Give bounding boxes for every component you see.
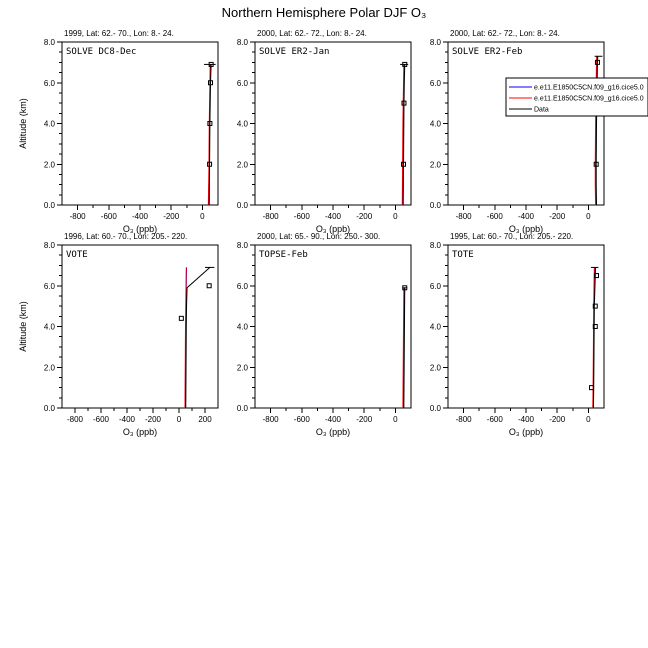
y-tick-label: 8.0 xyxy=(236,241,248,250)
y-tick-label: 6.0 xyxy=(43,281,55,291)
x-tick-label: -200 xyxy=(356,212,373,221)
x-axis-label: O₃ (ppb) xyxy=(315,224,351,234)
y-tick-label: 2.0 xyxy=(236,160,248,170)
x-tick-label: -600 xyxy=(92,415,110,424)
panel-label: SOLVE ER2-Jan xyxy=(259,47,330,57)
panel-label: TOTE xyxy=(452,250,474,260)
x-tick-label: -400 xyxy=(118,415,136,424)
y-tick-label: 6.0 xyxy=(43,78,55,88)
x-tick-label: -200 xyxy=(163,212,180,221)
panel-title: 2000, Lat: 62.- 72., Lon: 8.- 24. xyxy=(257,29,367,38)
y-tick-label: 0.0 xyxy=(236,201,248,210)
x-tick-label: -200 xyxy=(549,212,566,221)
axes-frame xyxy=(255,42,411,205)
y-tick-label: 0.0 xyxy=(236,404,248,413)
panel-6 xyxy=(430,232,604,437)
panel-title: 1996, Lat: 60.- 70., Lon: 205.- 220. xyxy=(64,232,188,241)
y-tick-label: 2.0 xyxy=(236,363,248,373)
x-tick-label: -200 xyxy=(356,415,373,424)
y-tick-label: 0.0 xyxy=(43,201,55,210)
x-tick-label: 0 xyxy=(586,415,591,424)
y-tick-label: 4.0 xyxy=(429,322,441,332)
y-tick-label: 6.0 xyxy=(429,78,441,88)
panel-1 xyxy=(18,29,218,234)
x-tick-label: -400 xyxy=(517,415,535,424)
x-axis-label: O₃ (ppb) xyxy=(508,224,544,234)
y-axis-label: Altitude (km) xyxy=(18,98,28,149)
y-tick-label: 6.0 xyxy=(236,78,248,88)
y-tick-label: 6.0 xyxy=(429,281,441,291)
y-tick-label: 8.0 xyxy=(429,241,441,250)
y-tick-label: 4.0 xyxy=(43,322,55,332)
x-axis-label: O₃ (ppb) xyxy=(122,427,158,437)
x-tick-label: -400 xyxy=(324,212,342,221)
y-tick-label: 0.0 xyxy=(429,404,441,413)
y-tick-label: 8.0 xyxy=(43,241,55,250)
panel-label: SOLVE ER2-Feb xyxy=(452,47,523,57)
x-axis-label: O₃ (ppb) xyxy=(122,224,158,234)
y-tick-label: 4.0 xyxy=(236,119,248,129)
panel-title: 2000, Lat: 62.- 72., Lon: 8.- 24. xyxy=(450,29,560,38)
x-tick-label: -800 xyxy=(66,415,84,424)
panel-4 xyxy=(18,232,218,437)
x-tick-label: -800 xyxy=(455,415,472,424)
legend-entry-label: Data xyxy=(534,106,549,114)
axes-frame xyxy=(255,245,411,408)
axes-frame xyxy=(62,42,218,205)
data-marker xyxy=(207,284,211,288)
figure-title: Northern Hemisphere Polar DJF O₃ xyxy=(221,5,427,20)
x-axis-label: O₃ (ppb) xyxy=(315,427,351,437)
x-tick-label: -400 xyxy=(324,415,342,424)
x-tick-label: 200 xyxy=(198,415,212,424)
y-tick-label: 2.0 xyxy=(43,363,55,373)
axes-frame xyxy=(448,42,604,205)
legend-entry-label: e.e11.E1850C5CN.f09_g16.cice5.0 xyxy=(534,84,644,92)
x-tick-label: -200 xyxy=(144,415,162,424)
panel-5 xyxy=(237,232,411,437)
x-tick-label: -200 xyxy=(549,415,566,424)
y-tick-label: 0.0 xyxy=(43,404,55,413)
x-tick-label: -800 xyxy=(69,212,86,221)
y-tick-label: 6.0 xyxy=(236,281,248,291)
x-tick-label: -400 xyxy=(131,212,149,221)
x-tick-label: -600 xyxy=(486,415,503,424)
panel-label: SOLVE DC8-Dec xyxy=(66,47,137,57)
panel-title: 1995, Lat: 60.- 70., Lon: 205.- 220. xyxy=(450,232,574,241)
y-tick-label: 2.0 xyxy=(43,160,55,170)
x-tick-label: 0 xyxy=(393,212,398,221)
legend xyxy=(506,78,648,116)
panel-title: 2000, Lat: 65.- 90., Lon: 250.- 300. xyxy=(257,232,381,241)
x-tick-label: -800 xyxy=(455,212,472,221)
x-tick-label: -400 xyxy=(517,212,535,221)
x-tick-label: 0 xyxy=(200,212,205,221)
panel-2 xyxy=(237,29,411,234)
x-tick-label: -800 xyxy=(262,212,279,221)
y-tick-label: 4.0 xyxy=(236,322,248,332)
legend-entry-label: e.e11.E1850C5CN.f09_g16.cice5.0 xyxy=(534,95,644,103)
y-tick-label: 0.0 xyxy=(429,201,441,210)
x-tick-label: -600 xyxy=(293,415,310,424)
y-tick-label: 8.0 xyxy=(429,38,441,47)
y-tick-label: 2.0 xyxy=(429,363,441,373)
series-Data xyxy=(186,267,210,408)
x-tick-label: -600 xyxy=(100,212,117,221)
x-axis-label: O₃ (ppb) xyxy=(508,427,544,437)
axes-frame xyxy=(448,245,604,408)
y-tick-label: 4.0 xyxy=(43,119,55,129)
panel-3 xyxy=(430,29,648,234)
panel-label: TOPSE-Feb xyxy=(259,250,308,260)
y-tick-label: 8.0 xyxy=(43,38,55,47)
axes-frame xyxy=(62,245,218,408)
x-tick-label: -800 xyxy=(262,415,279,424)
x-tick-label: -600 xyxy=(486,212,503,221)
x-tick-label: 0 xyxy=(176,415,182,424)
y-tick-label: 4.0 xyxy=(429,119,441,129)
x-tick-label: 0 xyxy=(586,212,591,221)
panel-title: 1999, Lat: 62.- 70., Lon: 8.- 24. xyxy=(64,29,174,38)
data-marker xyxy=(179,316,183,320)
y-axis-label: Altitude (km) xyxy=(18,301,28,352)
y-tick-label: 8.0 xyxy=(236,38,248,47)
y-tick-label: 2.0 xyxy=(429,160,441,170)
x-tick-label: 0 xyxy=(393,415,398,424)
x-tick-label: -600 xyxy=(293,212,310,221)
panel-label: VOTE xyxy=(66,250,88,260)
